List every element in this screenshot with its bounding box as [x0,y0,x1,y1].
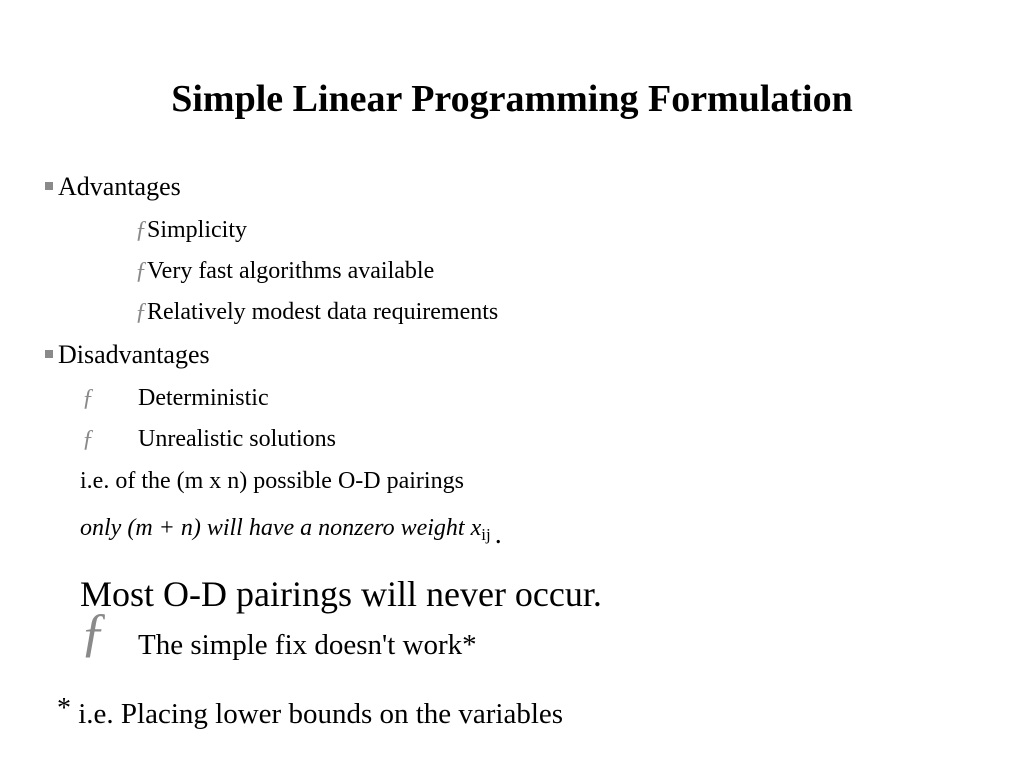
advantages-heading [45,172,181,202]
footnote-text: i.e. Placing lower bounds on the variables [78,698,564,730]
list-item [135,216,247,244]
note-line-1: i.e. of the (m x n) possible O-D pairings [80,468,464,494]
list-item-label: Relatively modest data requirements [147,299,499,325]
list-item-label: Unrealistic solutions [138,426,336,452]
function-bullet-icon: ƒ [135,299,147,325]
advantages-heading-label: Advantages [58,172,181,201]
function-bullet-icon: ƒ [135,258,147,284]
note-line-2-subscript: ij [481,525,491,544]
note-line-2-text: only (m + n) will have a nonzero weight x [80,515,482,541]
disadvantages-heading [45,340,210,370]
function-bullet-icon: ƒ [82,385,94,411]
list-item-label: Deterministic [138,385,269,411]
note-line-2-period: . [494,519,502,550]
function-bullet-icon: ƒ [80,602,107,662]
list-item [135,298,498,326]
slide-title: Simple Linear Programming Formulation [171,78,853,120]
list-item-label: Simplicity [147,217,248,243]
big-statement: Most O-D pairings will never occur. [80,574,602,614]
square-bullet-icon [45,182,53,190]
footnote [57,692,563,731]
disadvantages-heading-label: Disadvantages [58,340,210,369]
list-item-label: Very fast algorithms available [147,258,435,284]
list-item [135,257,434,285]
note-line-2 [80,514,502,549]
function-bullet-icon: ƒ [82,426,94,452]
footnote-star: * [57,693,71,724]
fix-item-label: The simple fix doesn't work* [138,629,477,661]
function-bullet-icon: ƒ [135,217,147,243]
square-bullet-icon [45,350,53,358]
